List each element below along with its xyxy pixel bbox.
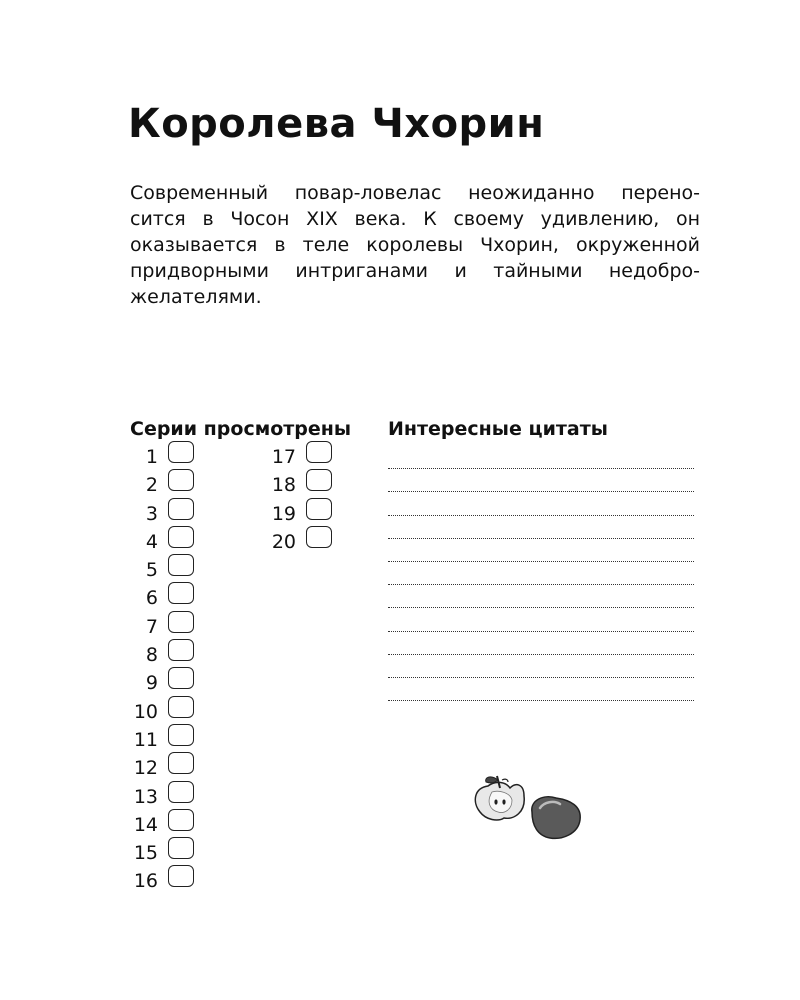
episode-number: 16 <box>133 870 158 893</box>
episode-checkbox[interactable] <box>168 611 194 633</box>
episode-row <box>130 556 220 584</box>
quote-line[interactable] <box>388 492 694 515</box>
description <box>130 180 700 310</box>
episode-number: 2 <box>145 474 158 497</box>
episode-row <box>130 698 220 726</box>
description-line: Современный повар-ловелас неожиданно перено- <box>130 182 700 204</box>
episode-row <box>130 613 220 641</box>
episode-number: 7 <box>145 615 158 638</box>
episode-row <box>130 669 220 697</box>
episode-number: 5 <box>145 559 158 582</box>
episode-checkbox[interactable] <box>168 469 194 491</box>
page-title: Королева Чхорин <box>128 101 545 147</box>
description-line: придворными интриганами и тайными недобро- <box>130 260 700 282</box>
episode-row <box>130 783 220 811</box>
episode-number: 1 <box>145 446 158 468</box>
episode-checkbox[interactable] <box>306 526 332 548</box>
episode-checkbox[interactable] <box>306 441 332 463</box>
episode-row <box>130 839 220 867</box>
episode-row <box>130 584 220 612</box>
quote-line[interactable] <box>388 562 694 585</box>
episode-checkbox[interactable] <box>306 498 332 520</box>
episode-row <box>130 443 220 471</box>
quote-line[interactable] <box>388 446 694 469</box>
quote-line[interactable] <box>388 516 694 539</box>
episode-checkbox[interactable] <box>168 696 194 718</box>
episode-number: 12 <box>133 757 158 780</box>
apple-icon <box>475 776 524 820</box>
episode-checkbox[interactable] <box>306 469 332 491</box>
episode-number: 14 <box>133 813 158 836</box>
episode-number: 20 <box>271 530 296 553</box>
episode-number: 15 <box>133 842 158 865</box>
episode-number: 10 <box>133 700 158 723</box>
quote-line[interactable] <box>388 678 694 701</box>
episode-number: 18 <box>271 474 296 497</box>
quote-line[interactable] <box>388 632 694 655</box>
episode-checkbox[interactable] <box>168 724 194 746</box>
episodes-column-2 <box>268 443 358 556</box>
mango-icon <box>532 797 580 839</box>
episode-number: 6 <box>145 587 158 610</box>
quote-line[interactable] <box>388 655 694 678</box>
episode-checkbox[interactable] <box>168 809 194 831</box>
episode-number: 8 <box>145 644 158 667</box>
episode-checkbox[interactable] <box>168 837 194 859</box>
episode-row <box>130 811 220 839</box>
episode-checkbox[interactable] <box>168 639 194 661</box>
episode-row <box>268 471 358 499</box>
episode-checkbox[interactable] <box>168 781 194 803</box>
episode-checkbox[interactable] <box>168 498 194 520</box>
episode-number: 4 <box>145 530 158 553</box>
description-line: желателями. <box>130 286 262 308</box>
episode-row <box>130 754 220 782</box>
description-line: оказывается в теле королевы Чхорин, окруженной <box>130 234 700 256</box>
episode-checkbox[interactable] <box>168 865 194 887</box>
episode-checkbox[interactable] <box>168 582 194 604</box>
episode-number: 17 <box>271 446 296 468</box>
fruit-illustration <box>466 772 586 852</box>
quote-line[interactable] <box>388 585 694 608</box>
episode-row <box>130 726 220 754</box>
episode-number: 19 <box>271 502 296 525</box>
episode-number: 3 <box>145 502 158 525</box>
quotes-heading: Интересные цитаты <box>388 418 608 440</box>
episode-number: 13 <box>133 785 158 808</box>
episode-row <box>130 528 220 556</box>
episode-row <box>130 867 220 895</box>
episode-checkbox[interactable] <box>168 667 194 689</box>
episode-row <box>268 443 358 471</box>
episodes-column-1 <box>130 443 220 896</box>
episode-checkbox[interactable] <box>168 526 194 548</box>
episode-row <box>268 500 358 528</box>
episode-row <box>130 641 220 669</box>
quote-line[interactable] <box>388 608 694 631</box>
quotes-lines <box>388 446 694 701</box>
episode-number: 9 <box>145 672 158 695</box>
description-line: сится в Чосон XIX века. К своему удивлению, он <box>130 208 700 230</box>
episodes-heading: Серии просмотрены <box>130 418 352 440</box>
episode-row <box>268 528 358 556</box>
episode-number: 11 <box>133 728 158 751</box>
episode-checkbox[interactable] <box>168 441 194 463</box>
episode-checkbox[interactable] <box>168 554 194 576</box>
episode-row <box>130 500 220 528</box>
quote-line[interactable] <box>388 469 694 492</box>
episode-row <box>130 471 220 499</box>
quote-line[interactable] <box>388 539 694 562</box>
episode-checkbox[interactable] <box>168 752 194 774</box>
